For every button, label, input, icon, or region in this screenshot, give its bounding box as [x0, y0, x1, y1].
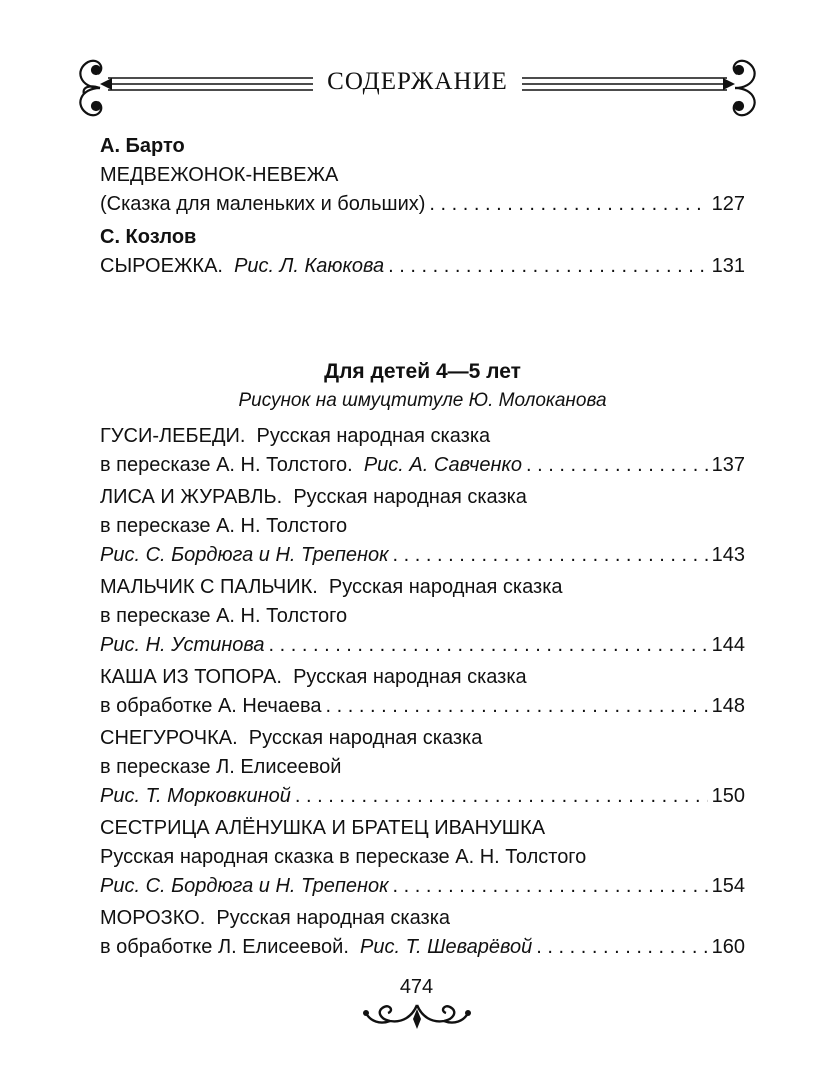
entry-adapter: в пересказе А. Н. Толстого [100, 515, 348, 537]
toc-entry [100, 663, 745, 721]
entry-illustrator: Рис. А. Савченко [363, 454, 523, 476]
entry-title: МАЛЬЧИК С ПАЛЬЧИК. [100, 576, 318, 598]
entry-leader-line [100, 782, 745, 811]
entry-page-number: 148 [711, 695, 745, 717]
entry-title-line [100, 663, 745, 692]
toc-entry [100, 573, 745, 660]
entry-adapter: в пересказе А. Н. Толстого. [100, 454, 353, 476]
page-number: 474 [399, 976, 434, 998]
dot-leader [388, 252, 707, 281]
entry-genre: Русская народная сказка [293, 486, 527, 508]
toc-entry [100, 724, 745, 811]
entry-genre: Русская народная сказка [293, 666, 527, 688]
entry-leader-line [100, 933, 745, 962]
page-footer [0, 975, 833, 1033]
toc-entry [100, 223, 745, 281]
entry-title: МЕДВЕЖОНОК-НЕВЕЖА [100, 164, 339, 186]
entry-genre: Русская народная сказка [256, 425, 491, 447]
dot-leader [526, 451, 708, 480]
toc-entry [100, 422, 745, 480]
entry-title-line [100, 573, 745, 602]
toc-entry [100, 483, 745, 570]
toc-entry [100, 814, 745, 901]
entry-title-line [100, 422, 745, 451]
entry-leader-line [100, 631, 745, 660]
page-header [60, 48, 775, 128]
entry-title-line [100, 252, 384, 281]
entry-adapter: в обработке Л. Елисеевой. [100, 936, 349, 958]
entry-leader-line [100, 190, 745, 219]
toc-entry [100, 904, 745, 962]
entry-leader-line [100, 451, 745, 480]
entry-illustrator: Рис. Н. Устинова [100, 634, 265, 656]
entry-page-number: 131 [711, 255, 745, 277]
entry-adapter: Русская народная сказка в пересказе А. Н. Толстого [100, 846, 587, 868]
entry-title: ГУСИ-ЛЕБЕДИ. [100, 425, 246, 447]
dot-leader [326, 692, 708, 721]
entry-illustrator: Рис. С. Бордюга и Н. Трепенок [100, 875, 389, 897]
entry-page-number: 127 [711, 193, 745, 215]
header-title: СОДЕРЖАНИЕ [313, 68, 522, 95]
entry-page-number: 144 [711, 634, 745, 656]
entry-title-line [100, 483, 745, 512]
entry-title: СЫРОЕЖКА. [100, 255, 223, 277]
section-subheading: Рисунок на шмуцтитуле Ю. Молоканова [238, 390, 607, 411]
entry-page-number: 143 [711, 544, 745, 566]
dot-leader [269, 631, 708, 660]
dot-leader [393, 541, 708, 570]
entry-adapter: в пересказе Л. Елисеевой [100, 756, 342, 778]
entry-author: А. Барто [100, 135, 185, 157]
entry-adapter: в пересказе А. Н. Толстого [100, 605, 348, 627]
entry-leader-line [100, 692, 745, 721]
toc-content [100, 128, 745, 962]
dot-leader [429, 190, 707, 219]
entry-genre: Русская народная сказка [216, 907, 451, 929]
entry-leader-line [100, 872, 745, 901]
entry-illustrator: Рис. Т. Шеварёвой [360, 936, 533, 958]
entry-leader-line [100, 541, 745, 570]
dot-leader [295, 782, 708, 811]
entry-subtitle: (Сказка для маленьких и больших) [100, 193, 426, 215]
entry-illustrator: Рис. Т. Морковкиной [100, 785, 291, 807]
entry-adapter: в обработке А. Нечаева [100, 695, 322, 717]
entry-page-number: 160 [711, 936, 745, 958]
entry-title: КАША ИЗ ТОПОРА. [100, 666, 282, 688]
entry-title: ЛИСА И ЖУРАВЛЬ. [100, 486, 283, 508]
entry-page-number: 154 [711, 875, 745, 897]
entry-author: С. Козлов [100, 226, 197, 248]
entry-leader-line [100, 252, 745, 281]
entry-title: СЕСТРИЦА АЛЁНУШКА И БРАТЕЦ ИВАНУШКА [100, 817, 546, 839]
dot-leader [536, 933, 707, 962]
section-heading: Для детей 4—5 лет [324, 360, 521, 383]
entry-illustrator: Рис. Л. Каюкова [234, 255, 385, 277]
entry-credit [100, 933, 532, 962]
header-title-wrap [60, 68, 775, 96]
entry-illustrator: Рис. С. Бордюга и Н. Трепенок [100, 544, 389, 566]
dot-leader [393, 872, 708, 901]
entry-title-line [100, 904, 745, 933]
footer-flourish-icon [362, 999, 472, 1033]
entry-page-number: 150 [711, 785, 745, 807]
toc-entry [100, 132, 745, 219]
entry-page-number: 137 [711, 454, 745, 476]
entry-credit [100, 451, 522, 480]
entry-title: СНЕГУРОЧКА. [100, 727, 238, 749]
entry-title-line [100, 724, 745, 753]
entry-genre: Русская народная сказка [248, 727, 483, 749]
entry-title: МОРОЗКО. [100, 907, 206, 929]
entry-genre: Русская народная сказка [328, 576, 563, 598]
